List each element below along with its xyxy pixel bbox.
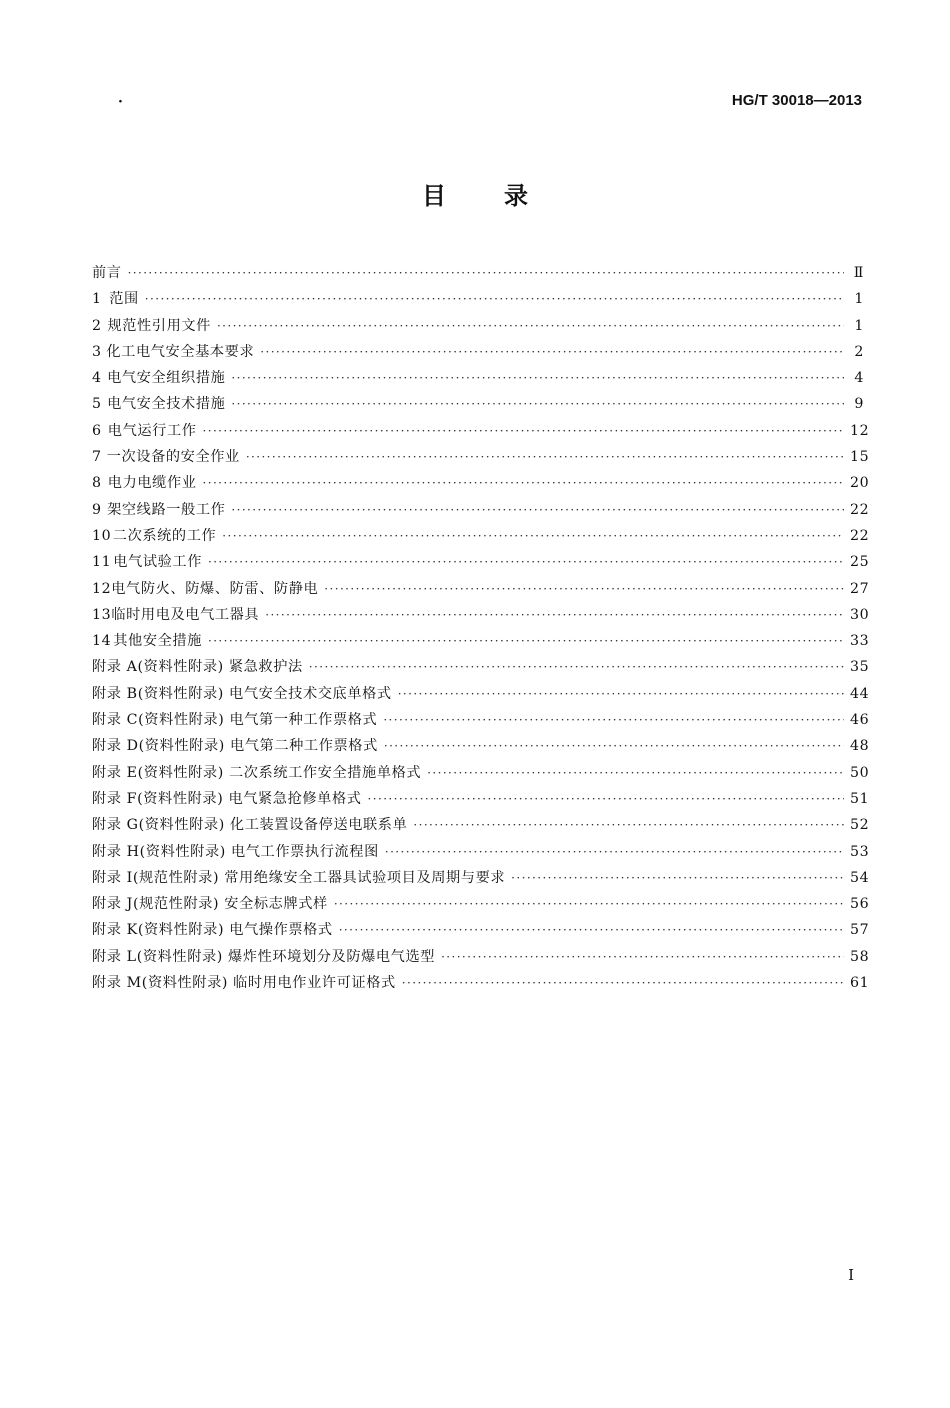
toc-entry[interactable] <box>92 762 870 788</box>
toc-entry-number: 10 <box>92 527 112 544</box>
toc-entry-number: 5 <box>92 396 102 413</box>
toc-leader-dots <box>427 766 844 780</box>
toc-entry-title: 附录 J(规范性附录) 安全标志牌式样 <box>92 896 328 913</box>
toc-entry-title: 电气防火、防爆、防雷、防静电 <box>111 580 319 597</box>
toc-entry-page: 52 <box>850 817 870 834</box>
toc-entry-title: 规范性引用文件 <box>107 317 211 334</box>
toc-list <box>92 262 870 998</box>
toc-entry[interactable] <box>92 420 870 446</box>
toc-entry-title: 附录 B(资料性附录) 电气安全技术交底单格式 <box>92 685 392 702</box>
toc-entry[interactable] <box>92 919 870 945</box>
toc-entry-number: 13 <box>92 606 112 623</box>
toc-leader-dots <box>385 845 844 859</box>
toc-entry[interactable] <box>92 315 864 341</box>
toc-entry[interactable] <box>92 525 870 551</box>
toc-entry-page: 22 <box>850 527 870 544</box>
toc-leader-dots <box>203 424 844 438</box>
toc-entry-page: 25 <box>850 554 870 571</box>
toc-entry-page: 46 <box>850 712 870 729</box>
toc-entry[interactable] <box>92 604 870 630</box>
toc-entry[interactable] <box>92 683 870 709</box>
toc-entry-number: 2 <box>92 317 102 334</box>
toc-entry-title: 附录 L(资料性附录) 爆炸性环境划分及防爆电气选型 <box>92 948 436 965</box>
toc-leader-dots <box>339 923 844 937</box>
toc-leader-dots <box>368 792 844 806</box>
toc-entry-page: 57 <box>850 922 870 939</box>
toc-leader-dots <box>217 319 844 333</box>
toc-entry-title: 附录 K(资料性附录) 电气操作票格式 <box>92 922 333 939</box>
toc-entry-number: 3 <box>92 343 102 360</box>
toc-leader-dots <box>383 713 844 727</box>
toc-entry-title: 电气试验工作 <box>113 554 202 571</box>
toc-leader-dots <box>324 582 844 596</box>
toc-entry[interactable] <box>92 946 870 972</box>
toc-leader-dots <box>384 739 844 753</box>
toc-entry[interactable] <box>92 288 864 314</box>
toc-entry-title: 电气运行工作 <box>107 422 197 439</box>
toc-entry-page: 1 <box>854 291 864 308</box>
toc-entry[interactable] <box>92 788 870 814</box>
toc-entry-page: 33 <box>850 633 870 650</box>
toc-entry[interactable] <box>92 551 870 577</box>
toc-leader-dots <box>128 266 844 280</box>
toc-title-right: 录 <box>504 182 528 210</box>
toc-entry-page: 50 <box>850 764 870 781</box>
toc-entry-number: 7 <box>92 449 102 466</box>
toc-leader-dots <box>222 529 844 543</box>
toc-entry-number: 6 <box>92 422 102 439</box>
header-mark: · <box>118 94 123 110</box>
toc-entry[interactable] <box>92 709 870 735</box>
toc-entry-page: 58 <box>850 948 870 965</box>
toc-entry-page: 12 <box>850 422 870 439</box>
toc-entry-title: 电气安全技术措施 <box>107 396 226 413</box>
toc-entry-title: 架空线路一般工作 <box>107 501 226 518</box>
toc-leader-dots <box>208 555 844 569</box>
toc-entry-title: 附录 D(资料性附录) 电气第二种工作票格式 <box>92 738 378 755</box>
toc-leader-dots <box>208 634 844 648</box>
toc-entry-title: 附录 F(资料性附录) 电气紧急抢修单格式 <box>92 790 362 807</box>
toc-entry-page: 53 <box>850 843 870 860</box>
toc-entry-page: 51 <box>850 790 870 807</box>
toc-entry[interactable] <box>92 472 870 498</box>
toc-entry[interactable] <box>92 656 870 682</box>
toc-entry-page: 15 <box>850 449 870 466</box>
toc-leader-dots <box>398 687 844 701</box>
toc-entry-page: 56 <box>850 896 870 913</box>
toc-entry-title: 附录 H(资料性附录) 电气工作票执行流程图 <box>92 843 379 860</box>
toc-entry-page: 4 <box>854 370 864 387</box>
toc-entry-page: 1 <box>854 317 864 334</box>
toc-entry[interactable] <box>92 630 870 656</box>
toc-entry[interactable] <box>92 393 864 419</box>
toc-entry[interactable] <box>92 578 870 604</box>
toc-entry-title: 临时用电及电气工器具 <box>111 606 260 623</box>
toc-entry-number: 11 <box>92 554 112 571</box>
toc-entry-page: 54 <box>850 869 870 886</box>
toc-entry[interactable] <box>92 735 870 761</box>
toc-entry-page: 48 <box>850 738 870 755</box>
toc-leader-dots <box>309 660 844 674</box>
toc-leader-dots <box>231 397 844 411</box>
toc-entry-title: 附录 G(资料性附录) 化工装置设备停送电联系单 <box>92 817 408 834</box>
toc-entry-page: 9 <box>854 396 864 413</box>
toc-leader-dots <box>231 503 844 517</box>
toc-entry-title: 化工电气安全基本要求 <box>106 343 255 360</box>
toc-leader-dots <box>441 950 844 964</box>
toc-entry-number: 9 <box>92 501 102 518</box>
toc-entry-page: 44 <box>850 685 870 702</box>
toc-entry[interactable] <box>92 367 864 393</box>
toc-entry-title: 其他安全措施 <box>113 633 202 650</box>
toc-leader-dots <box>246 450 844 464</box>
toc-entry-number: 12 <box>92 580 112 597</box>
toc-entry-title: 附录 I(规范性附录) 常用绝缘安全工器具试验项目及周期与要求 <box>92 869 506 886</box>
toc-leader-dots <box>402 976 844 990</box>
toc-entry-title: 前言 <box>92 265 122 281</box>
toc-leader-dots <box>203 476 844 490</box>
toc-entry-title: 电力电缆作业 <box>107 475 197 492</box>
toc-entry[interactable] <box>92 814 870 840</box>
toc-entry-page: 2 <box>854 343 864 360</box>
toc-title <box>0 176 950 211</box>
toc-leader-dots <box>145 292 844 306</box>
toc-entry-title: 电气安全组织措施 <box>107 370 226 387</box>
toc-entry[interactable] <box>92 499 870 525</box>
toc-entry-number: 8 <box>92 475 102 492</box>
toc-entry-page: 35 <box>850 659 870 676</box>
toc-leader-dots <box>265 608 844 622</box>
toc-entry[interactable] <box>92 446 870 472</box>
toc-entry-page: Ⅱ <box>853 265 864 281</box>
document-code: HG/T 30018—2013 <box>731 92 862 109</box>
toc-entry-page: 61 <box>850 975 870 992</box>
toc-entry[interactable] <box>92 262 864 288</box>
toc-entry-title: 附录 E(资料性附录) 二次系统工作安全措施单格式 <box>92 764 422 781</box>
toc-leader-dots <box>260 345 844 359</box>
toc-entry-title: 范围 <box>109 291 139 308</box>
toc-entry-title: 附录 A(资料性附录) 紧急救护法 <box>92 659 303 676</box>
toc-entry[interactable] <box>92 972 870 998</box>
toc-entry-number: 14 <box>92 633 112 650</box>
toc-entry-title: 附录 C(资料性附录) 电气第一种工作票格式 <box>92 712 378 729</box>
toc-entry-number: 1 <box>92 291 102 308</box>
toc-entry-title: 一次设备的安全作业 <box>106 449 240 466</box>
toc-entry[interactable] <box>92 867 870 893</box>
toc-entry-number: 4 <box>92 370 102 387</box>
toc-entry[interactable] <box>92 841 870 867</box>
toc-entry-title: 二次系统的工作 <box>112 527 217 544</box>
toc-entry-page: 27 <box>850 580 870 597</box>
toc-leader-dots <box>413 818 844 832</box>
toc-leader-dots <box>231 371 844 385</box>
toc-entry[interactable] <box>92 893 870 919</box>
toc-entry-page: 30 <box>850 606 870 623</box>
toc-entry[interactable] <box>92 341 864 367</box>
toc-entry-title: 附录 M(资料性附录) 临时用电作业许可证格式 <box>92 975 396 992</box>
toc-title-left: 目 <box>422 182 446 210</box>
toc-leader-dots <box>511 871 844 885</box>
toc-entry-page: 22 <box>850 501 870 518</box>
toc-entry-page: 20 <box>850 475 870 492</box>
page-number: I <box>848 1266 854 1284</box>
toc-leader-dots <box>334 897 844 911</box>
